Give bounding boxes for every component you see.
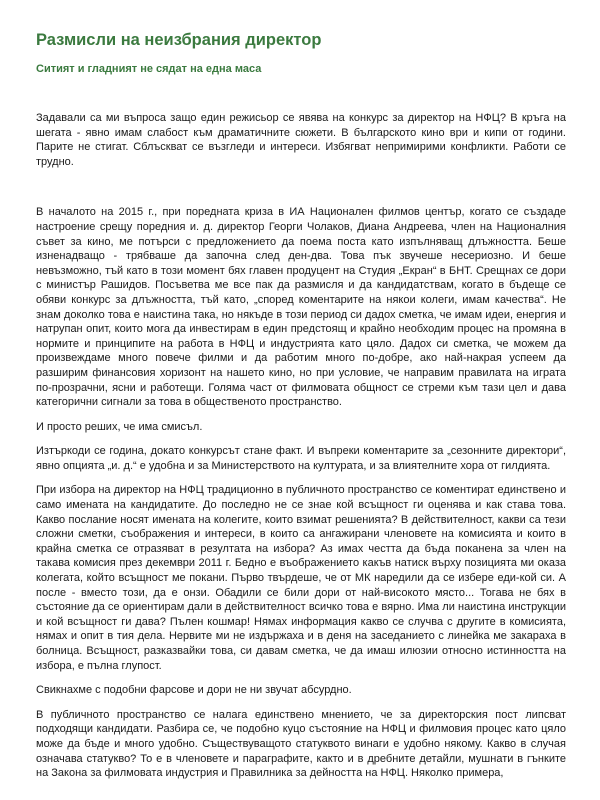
paragraph-7: В публичното пространство се налага единствено мнението, че за директорския пост липсват подходящи кандидати. Разбира се, че подобно куцо състояние на НФЦ и филмовия процес като цяло може да бъде и много удобно. Съществуващото статуквото винаги е удобно някому. Какво в случая означава статукво? То е в членовете и параграфите, както и в дребните детайли, мушнати в гънките на Закона за филмовата индустрия и Правилника за дейността на НФЦ. Няколко примера, [36,708,566,780]
article-title: Размисли на неизбрания директор [36,31,322,49]
article-body [36,111,566,791]
paragraph-1: Задавали са ми въпроса защо един режисьор се явява на конкурс за директор на НФЦ? В кръга на шегата - явно имам слабост към драматичните сюжети. В българското кино ври и кипи от години. Парите не стигат. Сблъскват се възгледи и интереси. Избягват непримирими конфликти. Работи се трудно. [36,112,566,168]
paragraph-5: При избора на директор на НФЦ традиционно в публичното пространство се коментират единствено и само имената на кандидатите. До последно не се знае кой всъщност ги оценява и как става това. Какво послание носят имената на колегите, които взимат решенията? В действителност, какви са тези сложни сметки, съображения и интереси, в които са ангажирани членовете на комисията и които в крайна сметка се отразяват в резултата на избора? Аз имах честта да бъда поканена за член на такава комисия през декември 2011 г. Бедно е въображението какъв натиск върху позицията ми оказа колегата, който всъщност ме покани. Първо твърдеше, че от МК наредили да се избере еди-кой си. А после - вместо този, да е онзи. Обадили се били дори от най-високото място... Тогава не бях в състояние да се ориентирам дали в действителност всичко това е вярно. Има ли наистина инструкции и кой всъщност ги дава? Пълен кошмар! Нямах информация какво се случва с другите в комисията, нямах и опит в тия дела. Нервите ми не издържаха и в деня на заседанието с линейка ме закараха в болница. Всъщност, разказвайки това, си давам сметка, че да имаш илюзии относно истинността на избора, е пълна глупост. [36,484,566,672]
paragraph-4: Изтъркоди се година, докато конкурсът стане факт. И въпреки коментарите за „сезонните директори“, явно опцията „и. д.“ е удобна и за Министерството на културата, и за влиятелните хора от гилдията. [36,445,566,472]
article-header [36,30,566,76]
article-subtitle: Ситият и гладният не сядат на една маса [36,63,262,75]
paragraph-2: В началото на 2015 г., при поредната криза в ИА Национален филмов център, когато се създаде настроение срещу поредния и. д. директор Георги Чолаков, Диана Андреева, член на Националния съвет за кино, ме потърси с предложението да поема поста като изпълняващ длъжността. Беше изненадващо - трябваше да започна след ден-два. Това пък звучеше несериозно. И беше невъзможно, тъй като в този момент бях главен продуцент на Студия „Екран“ в БНТ. Срещнах се дори с министър Рашидов. Посъветва ме все пак да размисля и да кандидатствам, когато в бъдеще се обяви конкурс за длъжността, тъй като, „според коментарите на някои колеги, имам качества“. Не знам доколко това е наистина така, но някъде в този период си дадох сметка, че имам идеи, енергия и натрупан опит, които мога да инвестирам в един предстоящ и крайно необходим процес на промяна в нормите и принципите на работа в НФЦ и индустрията като цяло. Дадох си сметка, че можем да произвеждаме много повече филми и да работим много по-добре, ако най-накрая успеем да разширим финансовия хоризонт на нашето кино, но при условие, че направим правилата на играта по-прозрачни, ясни и работещи. Голяма част от филмовата общност се стреми към тази цел и дава категорични сигнали за това в общественото пространство. [36,206,566,409]
paragraph-6: Свикнахме с подобни фарсове и дори не ни звучат абсурдно. [36,684,352,697]
paragraph-3: И просто реших, че има смисъл. [36,420,203,433]
